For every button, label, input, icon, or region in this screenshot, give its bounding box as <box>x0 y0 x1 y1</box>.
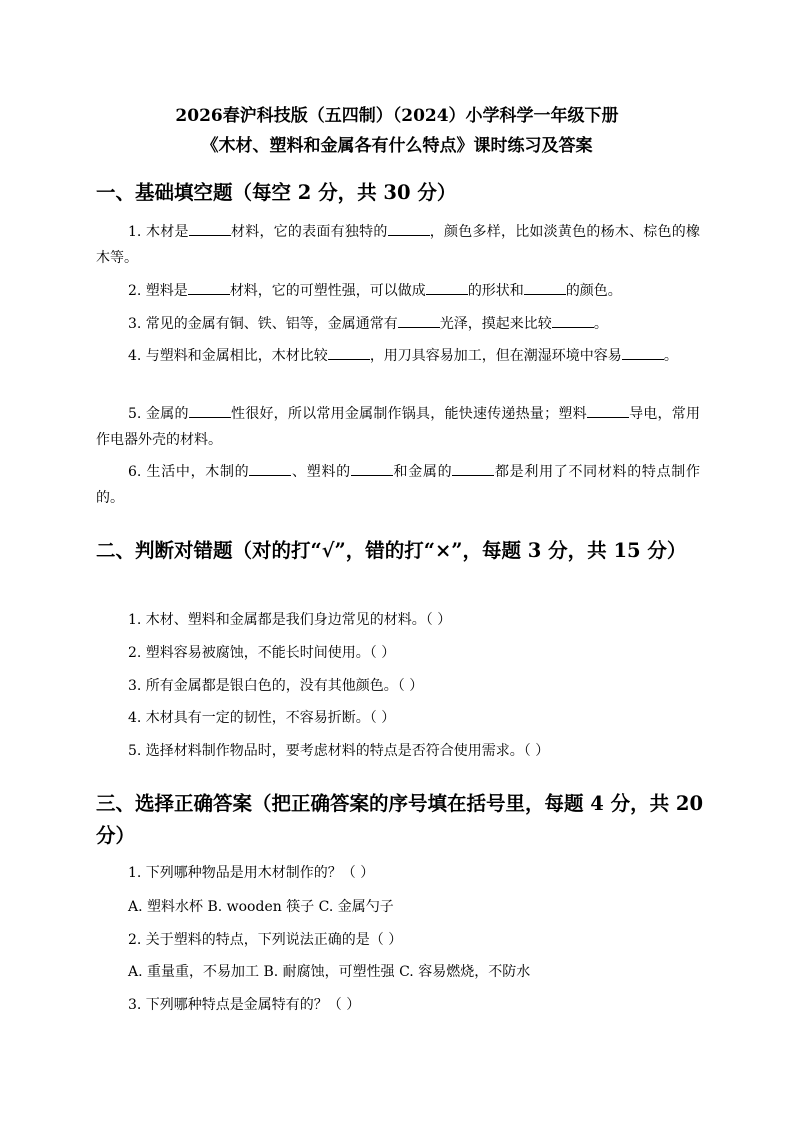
answer-blank[interactable] <box>622 345 664 360</box>
fill-question-3 <box>96 312 700 336</box>
choice-question-3: 3. 下列哪种特点是金属特有的？（ ） <box>128 997 361 1013</box>
answer-blank[interactable] <box>188 280 230 295</box>
answer-blank[interactable] <box>189 403 231 418</box>
fill-question-4-text-c: 。 <box>663 348 678 364</box>
section3-heading: 三、选择正确答案（把正确答案的序号填在括号里，每题 4 分，共 20 分） <box>96 792 704 847</box>
fill-question-3-text-a: 3. 常见的金属有铜、铁、铝等，金属通常有 <box>128 316 398 332</box>
fill-question-3-text-c: 。 <box>593 316 608 332</box>
document-title-line2: 《木材、塑料和金属各有什么特点》课时练习及答案 <box>201 136 593 156</box>
fill-question-1-text-c: ，颜色多样，比如淡黄色的杨木、棕色的橡木等。 <box>96 224 701 266</box>
fill-question-2-text-d: 的颜色。 <box>565 283 622 299</box>
answer-blank[interactable] <box>249 461 291 476</box>
fill-question-6-text-d: 都是利用了不同材料的特点制作的。 <box>96 464 701 506</box>
judge-question-2: 2. 塑料容易被腐蚀，不能长时间使用。（ ） <box>128 645 396 661</box>
document-title-line1: 2026春沪科技版（五四制）（2024）小学科学一年级下册 <box>175 106 619 126</box>
choice-question-2-options: A. 重量重，不易加工 B. 耐腐蚀，可塑性强 C. 容易燃烧，不防水 <box>128 964 531 980</box>
answer-blank[interactable] <box>452 461 494 476</box>
answer-blank[interactable] <box>398 313 440 328</box>
fill-question-4-text-a: 4. 与塑料和金属相比，木材比较 <box>128 348 328 364</box>
judge-question-3: 3. 所有金属都是银白色的，没有其他颜色。（ ） <box>128 678 424 694</box>
judge-question-4: 4. 木材具有一定的韧性，不容易折断。（ ） <box>128 710 396 726</box>
fill-question-1 <box>96 219 700 271</box>
section2-heading: 二、判断对错题（对的打“√”，错的打“×”，每题 3 分，共 15 分） <box>96 539 687 562</box>
choice-question-1-options: A. 塑料水杯 B. wooden 筷子 C. 金属勺子 <box>128 899 394 915</box>
fill-question-2-text-c: 的形状和 <box>467 283 524 299</box>
fill-question-5 <box>96 401 700 453</box>
fill-question-1-text-b: 材料，它的表面有独特的 <box>230 224 388 240</box>
fill-question-1-text-a: 1. 木材是 <box>128 224 189 240</box>
fill-question-4 <box>96 343 700 369</box>
fill-question-2-text-b: 材料，它的可塑性强，可以做成 <box>229 283 426 299</box>
fill-question-3-text-b: 光泽，摸起来比较 <box>439 316 552 332</box>
fill-question-2 <box>96 279 700 303</box>
answer-blank[interactable] <box>426 280 468 295</box>
answer-blank[interactable] <box>524 280 566 295</box>
fill-question-5-text-b: 性很好，所以常用金属制作锅具，能快速传递热量；塑料 <box>230 406 587 422</box>
fill-question-6-text-c: 和金属的 <box>392 464 453 480</box>
fill-question-6-text-a: 6. 生活中，木制的 <box>128 464 250 480</box>
judge-question-1: 1. 木材、塑料和金属都是我们身边常见的材料。（ ） <box>128 612 452 628</box>
answer-blank[interactable] <box>587 403 629 418</box>
fill-question-4-text-b: ，用刀具容易加工，但在潮湿环境中容易 <box>369 348 622 364</box>
fill-question-6-text-b: 、塑料的 <box>291 464 351 480</box>
fill-question-6 <box>96 459 700 511</box>
fill-question-5-text-c: 导电，常用作电器外壳的材料。 <box>96 406 701 448</box>
answer-blank[interactable] <box>351 461 393 476</box>
choice-question-2: 2. 关于塑料的特点，下列说法正确的是（ ） <box>128 932 403 948</box>
fill-question-5-text-a: 5. 金属的 <box>128 406 189 422</box>
answer-blank[interactable] <box>328 345 370 360</box>
answer-blank[interactable] <box>189 221 231 236</box>
answer-blank[interactable] <box>388 221 430 236</box>
judge-question-5: 5. 选择材料制作物品时，要考虑材料的特点是否符合使用需求。（ ） <box>128 743 550 759</box>
section1-heading: 一、基础填空题（每空 2 分，共 30 分） <box>96 181 457 204</box>
fill-question-2-text-a: 2. 塑料是 <box>128 283 188 299</box>
choice-question-1: 1. 下列哪种物品是用木材制作的？（ ） <box>128 865 375 881</box>
answer-blank[interactable] <box>552 313 594 328</box>
